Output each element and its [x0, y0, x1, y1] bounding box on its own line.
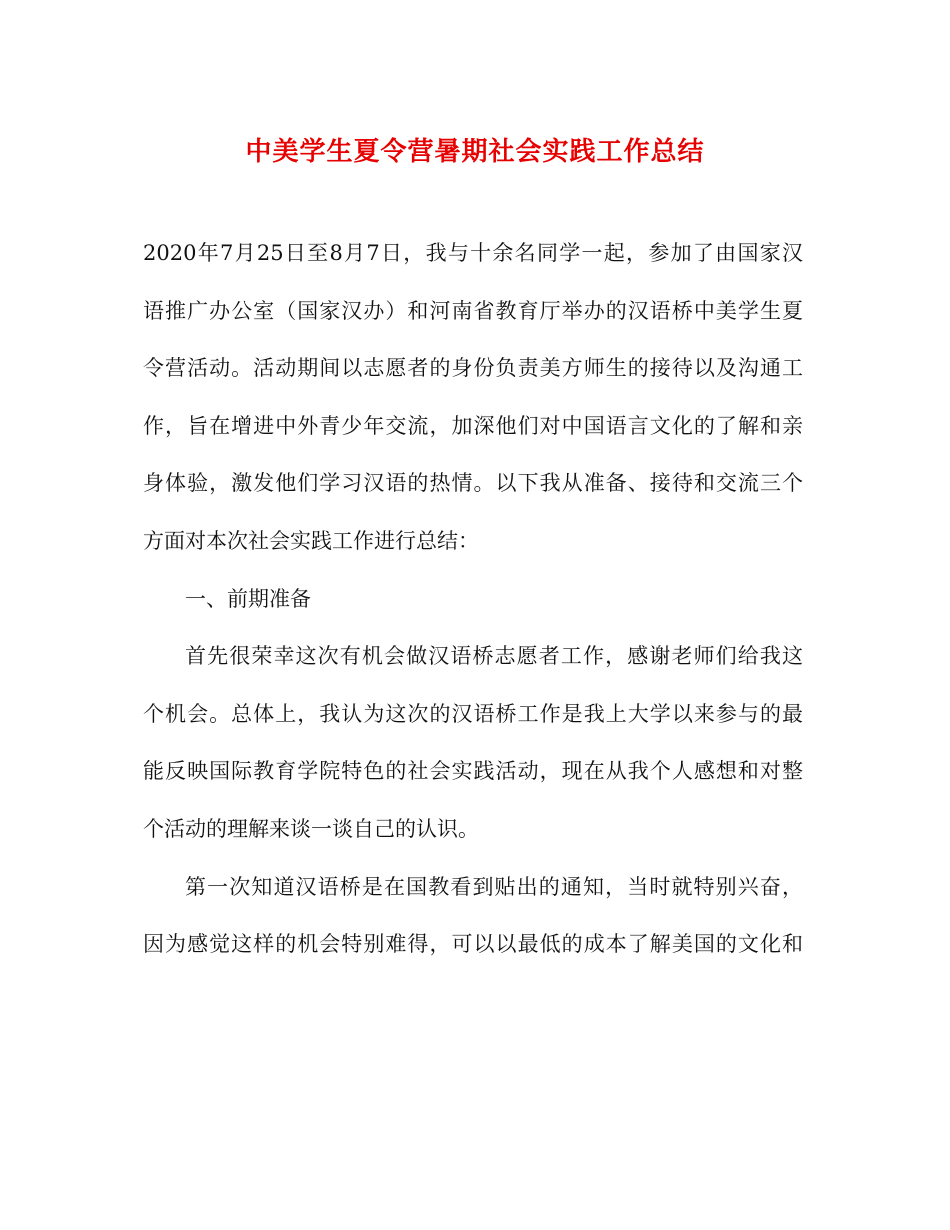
body-line: 个活动的理解来谈一谈自己的认识。 — [143, 816, 479, 841]
body-line: 因为感觉这样的机会特别难得，可以以最低的成本了解美国的文化和 — [143, 932, 803, 957]
body-line: 身体验，激发他们学习汉语的热情。以下我从准备、接待和交流三个 — [143, 471, 803, 496]
document-title: 中美学生夏令营暑期社会实践工作总结 — [245, 137, 705, 167]
body-line: 个机会。总体上，我认为这次的汉语桥工作是我上大学以来参与的最 — [143, 701, 803, 726]
body-line: 语推广办公室（国家汉办）和河南省教育厅举办的汉语桥中美学生夏 — [143, 298, 803, 323]
body-line: 第一次知道汉语桥是在国教看到贴出的通知，当时就特别兴奋， — [185, 874, 803, 899]
body-line: 令营活动。活动期间以志愿者的身份负责美方师生的接待以及沟通工 — [143, 356, 803, 381]
body-line: 作，旨在增进中外青少年交流，加深他们对中国语言文化的了解和亲 — [143, 413, 803, 438]
document-body — [143, 225, 803, 974]
body-line: 首先很荣幸这次有机会做汉语桥志愿者工作，感谢老师们给我这 — [185, 644, 803, 669]
section-heading: 一、前期准备 — [185, 586, 311, 611]
body-line: 能反映国际教育学院特色的社会实践活动，现在从我个人感想和对整 — [143, 759, 803, 784]
body-line: 2020年7月25日至8月7日，我与十余名同学一起，参加了由国家汉 — [143, 241, 803, 265]
body-line: 方面对本次社会实践工作进行总结： — [143, 528, 479, 553]
